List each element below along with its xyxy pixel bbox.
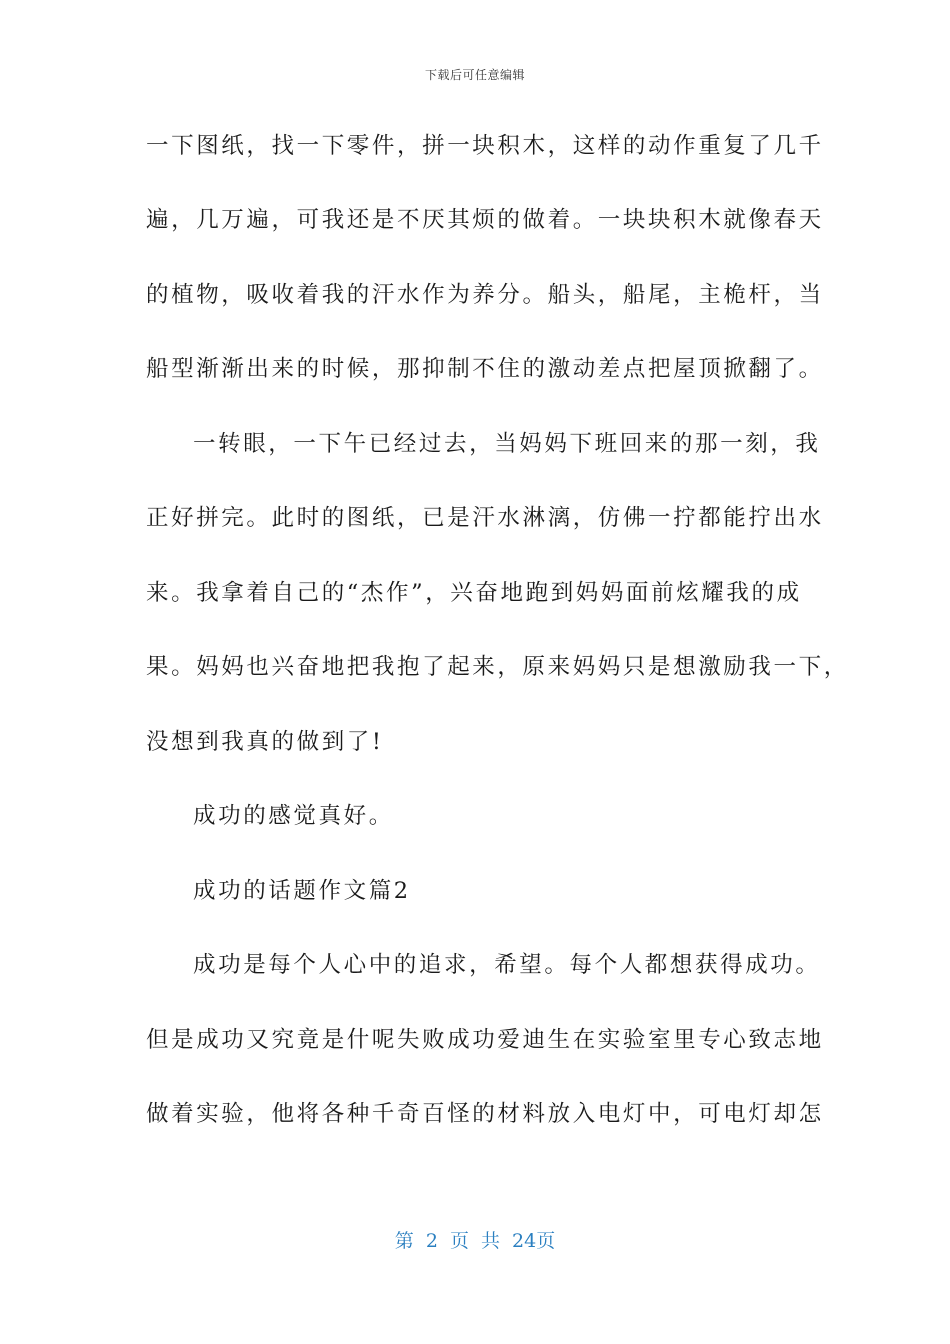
paragraph-line: 船型渐渐出来的时候，那抑制不住的激动差点把屋顶掀翻了。 xyxy=(146,356,824,382)
paragraph-line: 一下图纸，找一下零件，拼一块积木，这样的动作重复了几千 xyxy=(146,133,824,159)
paragraph-line: 成功的感觉真好。 xyxy=(193,803,394,829)
paragraph-line: 成功是每个人心中的追求，希望。每个人都想获得成功。 xyxy=(193,952,821,978)
page-number: 第 2 页 共 24页 xyxy=(394,1230,556,1252)
paragraph-line: 但是成功又究竟是什呢失败成功爱迪生在实验室里专心致志地 xyxy=(146,1027,824,1053)
paragraph-line: 做着实验，他将各种千奇百怪的材料放入电灯中，可电灯却怎 xyxy=(146,1101,824,1127)
paragraph-line: 正好拼完。此时的图纸，已是汗水淋漓，仿佛一拧都能拧出水 xyxy=(146,505,824,531)
paragraph-line: 的植物，吸收着我的汗水作为养分。船头，船尾，主桅杆，当 xyxy=(146,282,824,308)
paragraph-line: 没想到我真的做到了! xyxy=(146,729,384,755)
paragraph-line: 一转眼，一下午已经过去，当妈妈下班回来的那一刻，我 xyxy=(193,431,821,457)
paragraph-line: 遍，几万遍，可我还是不厌其烦的做着。一块块积木就像春天 xyxy=(146,207,824,233)
paragraph-line: 果。妈妈也兴奋地把我抱了起来，原来妈妈只是想激励我一下， xyxy=(146,654,849,680)
section-heading: 成功的话题作文篇2 xyxy=(193,878,411,904)
header-note: 下载后可任意编辑 xyxy=(424,68,525,82)
paragraph-line: 来。我拿着自己的“杰作”，兴奋地跑到妈妈面前炫耀我的成 xyxy=(146,580,802,606)
